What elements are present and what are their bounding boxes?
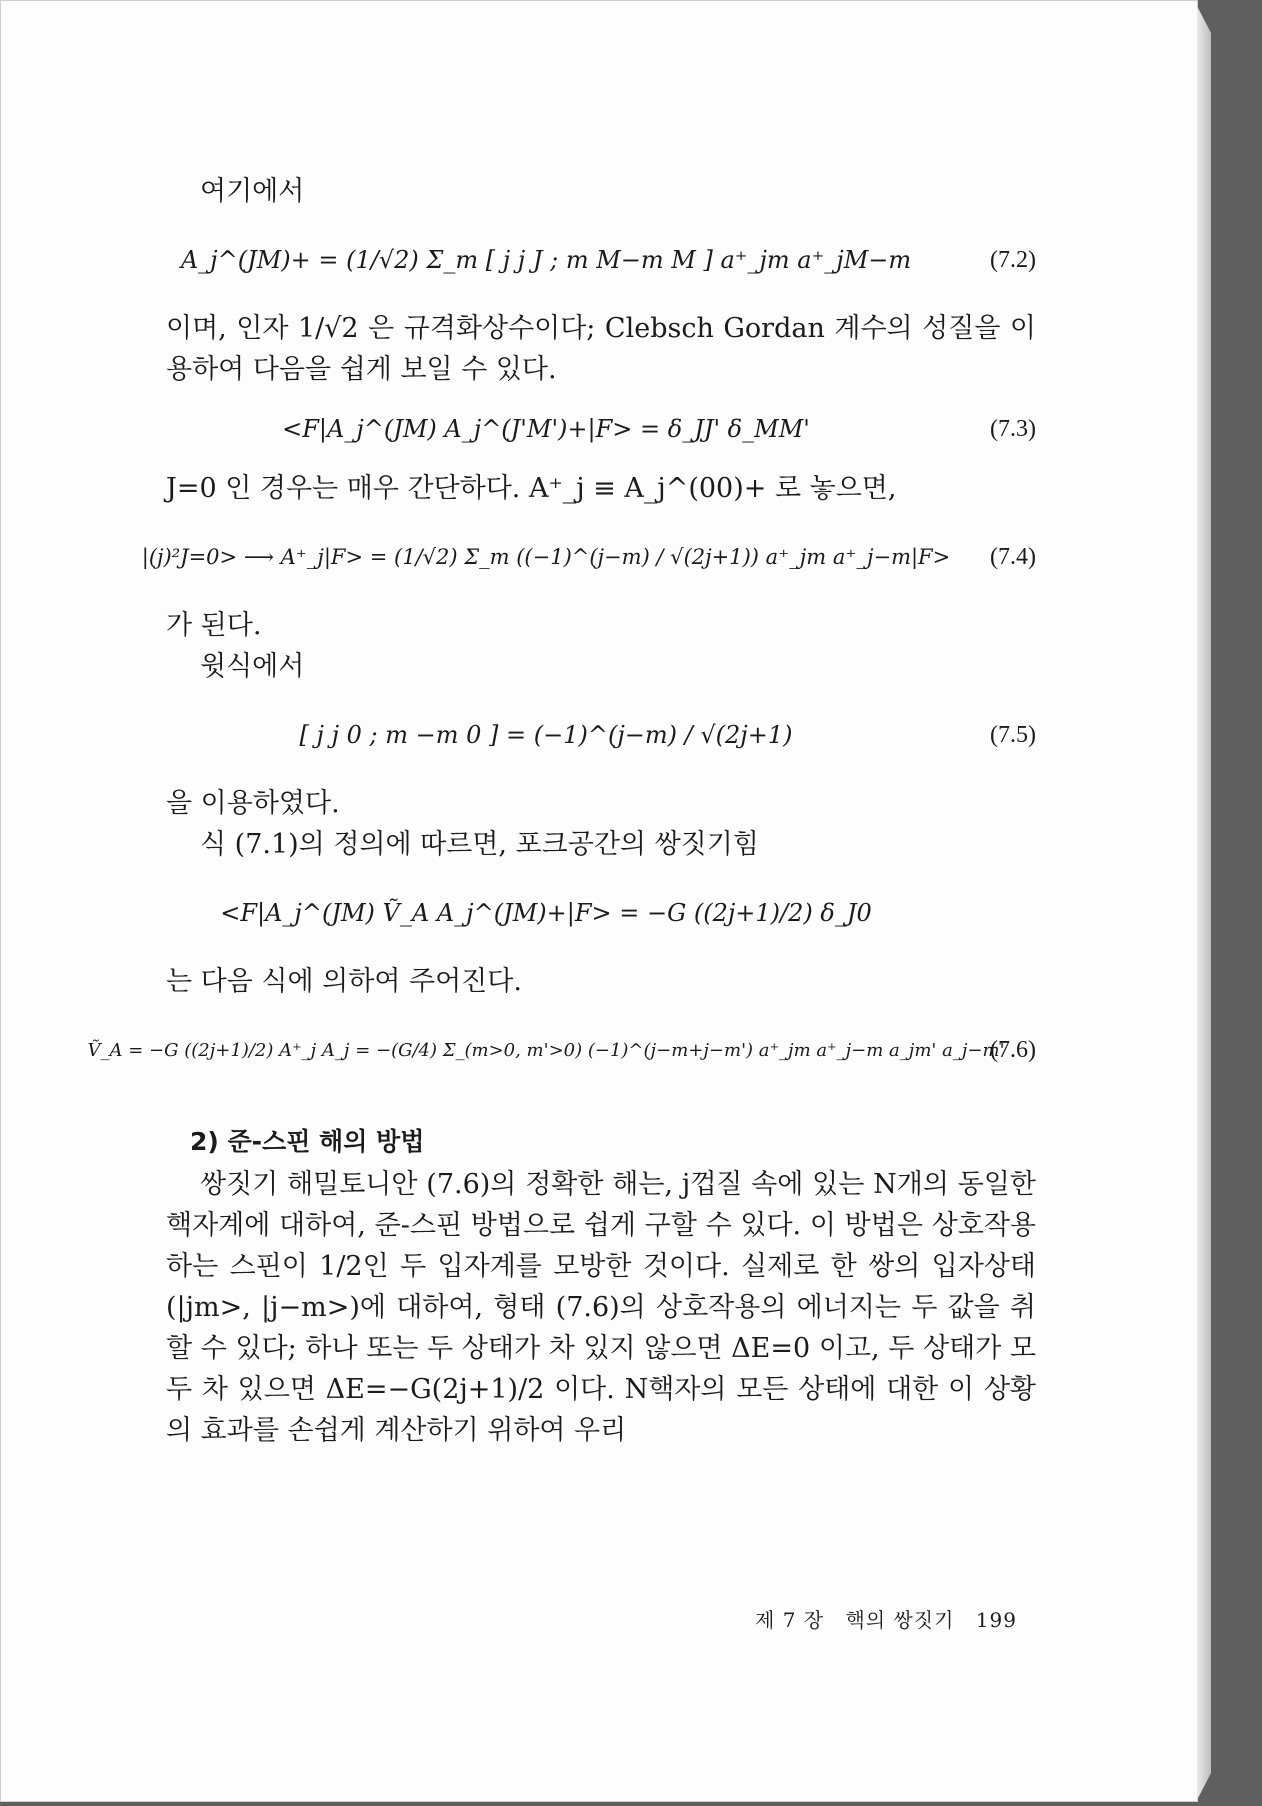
equation-formula: |(j)²J=0> ⟶ A⁺_j|F> = (1/√2) Σ_m ((−1)^(j−m) / √(2j+1)) a⁺_jm a⁺_j−m|F> (141, 545, 951, 569)
equation-formula: <F|A_j^(JM) Ṽ_A A_j^(JM)+|F> = −G ((2j+1)/2) δ_J0 (220, 899, 872, 927)
paragraph-used: 을 이용하였다. (166, 788, 340, 819)
footer-title: 핵의 쌍짓기 (845, 1608, 955, 1632)
paragraph-becomes: 가 된다. (166, 610, 262, 641)
equation-formula: Ṽ_A = −G ((2j+1)/2) A⁺_j A_j = −(G/4) Σ_(m>0, m'>0) (−1)^(j−m+j−m') a⁺_jm a⁺_j−m a_jm' a_j−m' (87, 1039, 1005, 1061)
section-heading: 2) 준-스핀 해의 방법 (190, 1127, 425, 1156)
equation-number: (7.4) (990, 543, 1036, 570)
equation-number: (7.5) (990, 721, 1036, 748)
page-edge (1197, 6, 1211, 1800)
equation-7-4 (141, 519, 1036, 595)
equation-formula: <F|A_j^(JM) A_j^(J'M')+|F> = δ_JJ' δ_MM' (282, 415, 810, 443)
page-content (87, 171, 1036, 1451)
paragraph-j-zero: J=0 인 경우는 매우 간단하다. A⁺_j ≡ A_j^(00)+ 로 놓으면, (166, 473, 897, 504)
paragraph-given: 는 다음 식에 의하여 주어진다. (166, 966, 522, 997)
equation-formula: A_j^(JM)+ = (1/√2) Σ_m [ j j J ; m M−m M ] a⁺_jm a⁺_jM−m (180, 246, 912, 274)
equation-number: (7.2) (990, 246, 1036, 273)
paragraph-definition: 식 (7.1)의 정의에 따르면, 포크공간의 쌍짓기힘 (200, 829, 759, 860)
page-number: 199 (975, 1608, 1017, 1632)
equation-7-2 (166, 222, 1036, 298)
footer-chapter: 제 7 장 (755, 1608, 825, 1632)
paragraph-above: 윗식에서 (200, 651, 305, 682)
equation-number: (7.3) (990, 415, 1036, 442)
page-footer (741, 1604, 1017, 1633)
equation-pairing-expectation (166, 875, 1036, 951)
equation-7-3 (166, 400, 1036, 458)
intro-text: 여기에서 (200, 176, 305, 207)
paragraph-quasi-spin: 쌍짓기 해밀토니안 (7.6)의 정확한 해는, j껍질 속에 있는 N개의 동일한 핵자계에 대하여, 준-스핀 방법으로 쉽게 구할 수 있다. 이 방법은 상호작용하는 스핀이 1/2인 두 입자계를 모방한 것이다. 실제로 한 쌍의 입자상태 (|jm>, |j−m>)에 대하여, 형태 (7.6)의 상호작용의 에너지는 두 값을 취할 수 있다; 하나 또는 두 상태가 차 있지 않으면 ΔE=0 이고, 두 상태가 모두 차 있으면 ΔE=−G(2j+1)/2 이다. N핵자의 모든 상태에 대한 이 상황의 효과를 손쉽게 계산하기 위하여 우리 (166, 1169, 1036, 1446)
equation-7-6 (87, 1012, 1036, 1088)
equation-number: (7.6) (990, 1036, 1036, 1063)
paragraph-normalization: 이며, 인자 1/√2 은 규격화상수이다; Clebsch Gordan 계수의 성질을 이용하여 다음을 쉽게 보일 수 있다. (166, 313, 1036, 385)
equation-formula: [ j j 0 ; m −m 0 ] = (−1)^(j−m) / √(2j+1) (299, 721, 793, 749)
equation-7-5 (166, 697, 1036, 773)
